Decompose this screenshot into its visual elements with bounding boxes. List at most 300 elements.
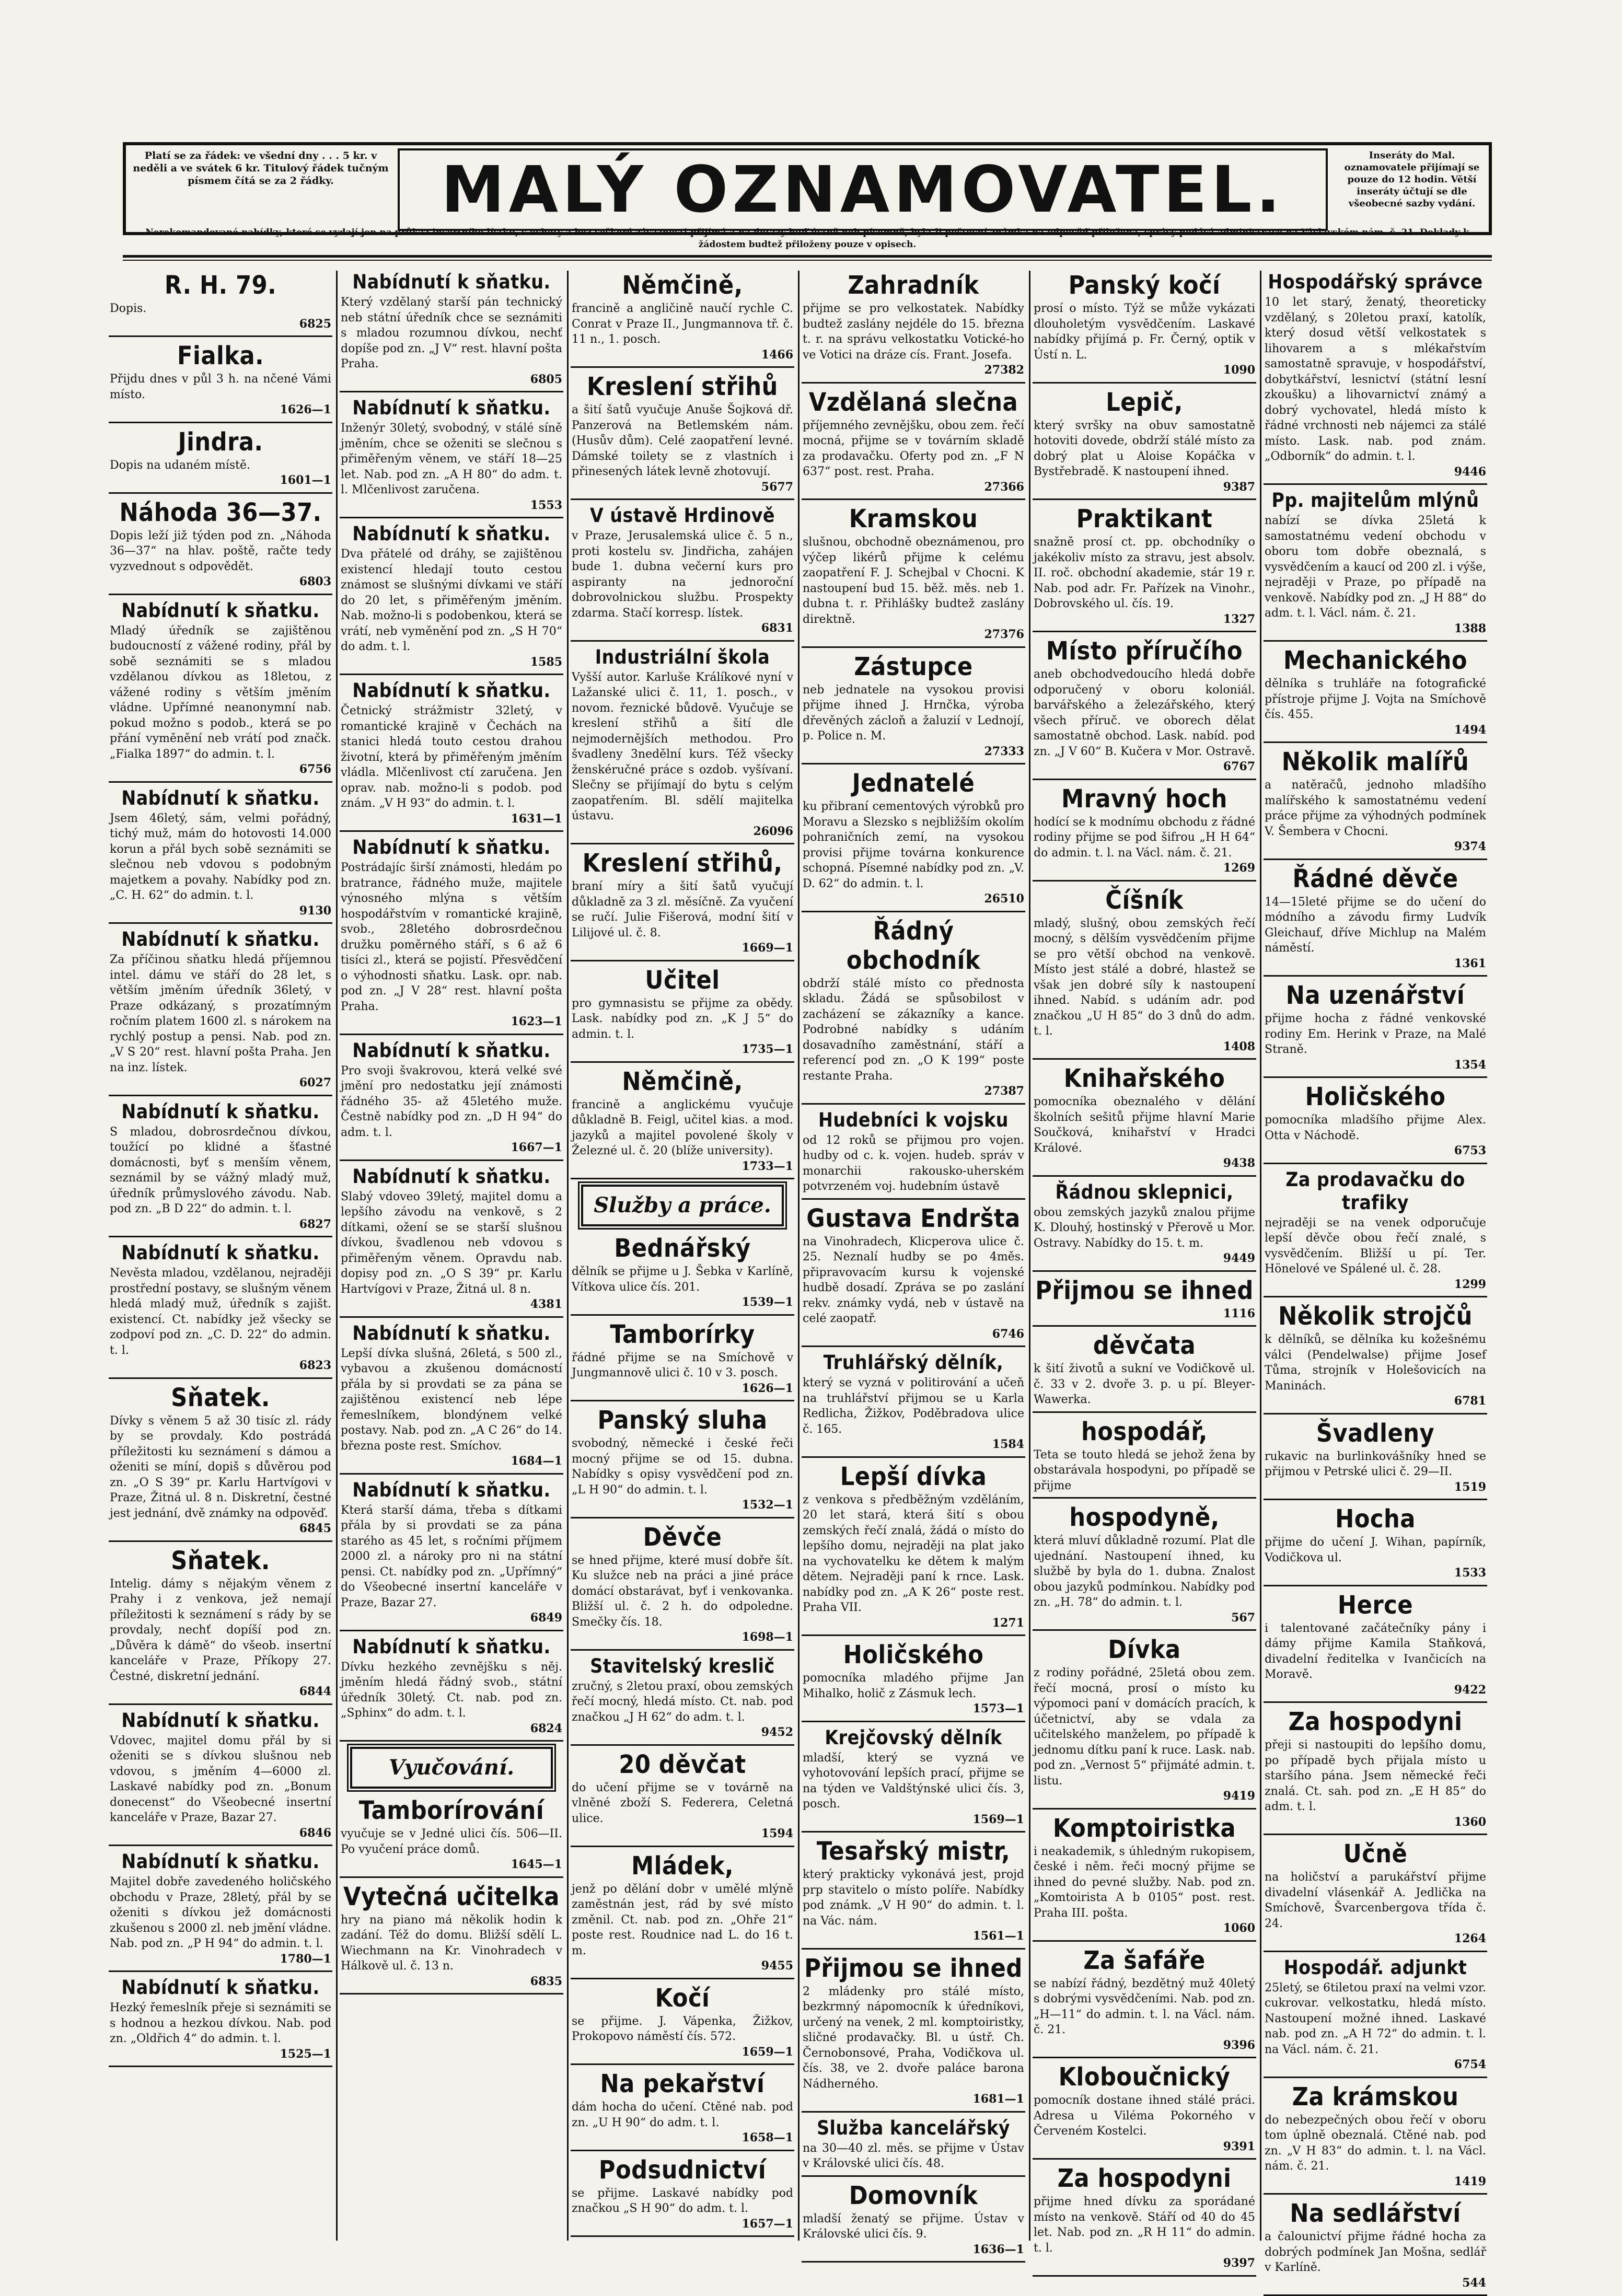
ad-reference-number: 9397 (1223, 2256, 1255, 2270)
ad-body: na Vinohradech, Klicperova ulice č. 25. Neznalí hudby se po 4měs. připravovacím kursu k vojenské hudbě dosadí. Zpráva se po zaslání rekv. známky vydá, neb v ústavě na celé zaopatř. (803, 1235, 1024, 1325)
classified-ad (1264, 981, 1487, 1078)
classified-ad (802, 1462, 1025, 1637)
classified-ad (1264, 1419, 1487, 1501)
ad-reference-number: 1735—1 (742, 1042, 793, 1056)
classified-ad (340, 523, 563, 675)
ad-body: Vdovec, majitel domu přál by si oženiti se s dívkou slušnou neb vdovou, s jměním 4—6000 zl. Laskavé nabídky pod zn. „Bonum donecenst“ do Všeobecné insertní kanceláře v Praze, Bazar 27. (110, 1734, 331, 1824)
ad-headline: Nabídnutí k sňatku. (352, 523, 551, 545)
ad-reference-number: 27387 (984, 1084, 1024, 1098)
ad-body: Lepší dívka slušná, 26letá, s 500 zl., vybavou a zkušenou domácností přála by si provdati se za pána se zajištěnou existencí neb lépe řemeslníkem, blondýnem velké postavy. Nab. pod zn. „A C 26“ do 14. března poste rest. Smíchov. (341, 1347, 562, 1453)
ad-reference-number: 1494 (1454, 723, 1486, 737)
ad-reference-number: 6823 (299, 1359, 331, 1372)
ad-reference-number: 6781 (1454, 1394, 1486, 1408)
classified-ad (802, 769, 1025, 912)
classified-ad (1033, 2062, 1256, 2160)
ad-reference-number: 27382 (984, 363, 1024, 377)
classified-ad (1033, 636, 1256, 780)
ad-headline: Řádné děvče (1292, 864, 1458, 894)
classified-ad (1033, 388, 1256, 501)
ad-body: řádné přijme se na Smíchově v Jungmannově ulici č. 10 v 3. posch. (572, 1351, 793, 1379)
ad-reference-number: 1626—1 (742, 1381, 793, 1395)
ad-headline: Nabídnutí k sňatku. (121, 786, 320, 809)
ad-reference-number: 1360 (1454, 1815, 1486, 1829)
ad-reference-number: 1684—1 (511, 1454, 562, 1468)
classified-ad (571, 1320, 794, 1402)
ad-headline: Přijmou se ihned (1035, 1275, 1254, 1305)
classified-ad (109, 341, 332, 423)
classified-ad (109, 1100, 332, 1238)
ad-reference-number: 9130 (299, 903, 331, 918)
ad-headline: Učitel (645, 965, 720, 995)
ad-reference-number: 1657—1 (742, 2217, 793, 2231)
ad-body: jenž po dělání dobr v umělé mlýně zaměstnán jest, rád by své místo změnil. Ct. nab. pod zn. „Ohře 21“ poste rest. Roudnice nad L. do 16 t. m. (572, 1882, 793, 1957)
classified-ad (109, 271, 332, 337)
classified-ad (1264, 2199, 1487, 2296)
ad-body: přijme hocha z řádné venkovské rodiny Em. Herink v Praze, na Malé Straně. (1265, 1012, 1486, 1056)
ad-headline: Několik malířů (1281, 747, 1469, 776)
ad-reference-number: 9449 (1223, 1251, 1255, 1265)
ad-headline: 20 děvčat (619, 1749, 746, 1779)
ad-body: na holičství a parukářství přijme divadelní vlásenkář A. Jedlička na Smíchově, Švarcenbergova třída č. 24. (1265, 1871, 1486, 1930)
ad-reference-number: 6753 (1454, 1144, 1486, 1157)
ad-body: který svršky na obuv samostatně hotoviti dovede, obdrží stálé místo za dobrý plat u Aloise Kopáčka v Bystřebradě. K nastoupení ihned. (1034, 419, 1255, 478)
ad-headline: hospodyně, (1069, 1503, 1220, 1532)
ad-headline: Vytečná učitelka (343, 1882, 560, 1911)
classified-ad (571, 2155, 794, 2237)
masthead-price-left: Platí se za řádek: ve všední dny . . . 5 kr. v neděli a ve svátek 6 kr. Titulový řádek tučným písmem čítá se za 2 řádky. (133, 150, 389, 187)
ad-headline: Nabídnutí k sňatku. (121, 1242, 320, 1264)
classified-ad (571, 1406, 794, 1518)
ad-headline: Kramskou (849, 504, 978, 534)
classified-ad (109, 1850, 332, 1972)
ad-reference-number: 1525—1 (280, 2047, 331, 2061)
ad-reference-number: 1466 (761, 347, 793, 362)
classified-ad (1264, 1956, 1487, 2078)
classified-ad (1264, 1168, 1487, 1298)
ad-reference-number: 1645—1 (511, 1858, 562, 1871)
ad-headline: Panský kočí (1068, 271, 1221, 300)
ad-body: Četnický strážmistr 32letý, v romantické krajině v Čechách na stanici hledá touto cestou drahou životní, která by přiměřeným jměním vládla. Mlčenlivost ctí zaručena. Jen oprav. nab. možno-li s podob. pod znám. „V H 93“ do admin. t. l. (341, 704, 562, 810)
ad-body: pomocník dostane ihned stálé práci. Adresa u Viléma Pokorného v Červeném Kostelci. (1034, 2094, 1255, 2138)
classified-ad (1033, 2164, 1256, 2277)
ad-reference-number: 1561—1 (972, 1929, 1024, 1943)
ad-body: 14—15leté přijme se do učení do módního a závodu firmy Ludvík Gleichauf, dříve Michlup na Malém náměstí. (1265, 895, 1486, 955)
ad-body: Dopis leží již týden pod zn. „Náhoda 36—37“ na hlav. poště, račte tedy vyzvednout s odpovědět. (110, 529, 331, 573)
ad-reference-number: 544 (1462, 2276, 1486, 2290)
ad-reference-number: 1631—1 (511, 811, 562, 826)
ad-body: Přijdu dnes v půl 3 h. na nčené Vámi místo. (110, 373, 331, 401)
ad-headline: Hospodářský správce (1268, 271, 1483, 293)
ad-reference-number: 1408 (1223, 1039, 1255, 1053)
classified-ad (571, 1655, 794, 1746)
masthead-note: Nerekomandované nabídky, které se vydají jen na průkaz insertního lístku, s ochoty a bez veškeré závaznosti přijímá a na dotazy buď ústně neb písemně, byla-li poštovní známka na odpověď přiložena, správy podává administrace na Václavském nám. č. 21. Doklady k žádostem budtež přiloženy pouze v opisech. (145, 227, 1469, 250)
ad-body: Nevěsta mladou, vzdělanou, nejraději prostřední postavy, se slušným věnem hledá mladý muž, úředník s zajišt. existencí. Ct. nabídky jež všecky se zodpoví pod zn. „C. D. 22“ do admin. t. l. (110, 1267, 331, 1357)
ad-body: k dělníků, se dělníka ku kožešnému válci (Pendelwalse) přijme Josef Tůma, strojník v Holešovicích na Maninách. (1265, 1333, 1486, 1393)
ad-headline: Nabídnutí k sňatku. (352, 1321, 551, 1344)
classified-ad (1264, 864, 1487, 977)
ad-body: mladší, který se vyzná ve vyhotovování lepších prací, přijme se na týden ve Valdštýnské ulici čís. 3, posch. (803, 1751, 1024, 1811)
ad-reference-number: 6844 (299, 1685, 331, 1698)
ad-reference-number: 1553 (530, 498, 562, 512)
classified-ad (1264, 2082, 1487, 2195)
classified-ad (571, 1984, 794, 2066)
classified-ad (802, 2181, 1025, 2263)
ad-headline: Švadleny (1316, 1418, 1435, 1448)
classified-ad (802, 652, 1025, 765)
classified-ad (340, 1882, 563, 1995)
column-divider (567, 271, 569, 2241)
ad-reference-number: 6849 (530, 1611, 562, 1625)
ad-headline: Kreslení střihů (587, 372, 778, 401)
ad-body: Za příčinou sňatku hledá příjemnou intel. dámu ve stáří do 28 let, s větším jměním úředník 36letý, v Praze odkázaný, s prozatímným ročním platem 1600 zl. s nárokem na rychlý postup a pensi. Nab. pod zn. „V S 20“ rest. hlavní pošta Praha. Jen na inz. lístek. (110, 953, 331, 1074)
classified-ad (1264, 1082, 1487, 1164)
ad-headline: Nabídnutí k sňatku. (352, 1635, 551, 1658)
classified-ad (1264, 1504, 1487, 1586)
ad-headline: Holičského (843, 1640, 984, 1669)
ad-headline: Kloboučnický (1058, 2062, 1231, 2092)
ad-body: svobodný, německé i české řeči mocný přijme se od 15. dubna. Nabídky s opisy vysvědčení pod zn. „L H 90“ do admin. t. l. (572, 1437, 793, 1497)
ad-body: ku přibraní cementových výrobků pro Moravu a Slezsko s nejbližším okolím pohraničních zemí, na vysokou provisi přijme továrna konkurence schopná. Písemné nabídky pod zn. „V. D. 62“ do admin. t. l. (803, 800, 1024, 890)
ad-body: Intelig. dámy s nějakým věnem z Prahy i z venkova, jež nemají příležitosti k seznámení s rády by se provdaly, nechť dopíší pod zn. „Důvěra k dámě“ do všeob. insertní kanceláře v Praze, Příkopy 27. Čestné, diskretní jednání. (110, 1577, 331, 1683)
ad-reference-number: 9374 (1454, 840, 1486, 853)
classified-ad (571, 271, 794, 368)
ad-headline: Nabídnutí k sňatku. (352, 271, 551, 293)
ad-reference-number: 9391 (1223, 2139, 1255, 2153)
ad-reference-number: 1573—1 (972, 1702, 1024, 1715)
classified-ad (571, 966, 794, 1063)
classified-ad (802, 1837, 1025, 1950)
masthead-rule-thin (123, 260, 1492, 261)
ad-body: pomocníka mladého přijme Jan Mihalko, holič z Zásmuk lech. (803, 1672, 1024, 1700)
classified-ad (1033, 1503, 1256, 1631)
classified-ad (1264, 747, 1487, 860)
classified-ad (109, 1976, 332, 2067)
ad-body: v Praze, Jerusalemská ulice č. 5 n., proti kostelu sv. Jindřicha, zahájen bude 1. dubna večerní kurs pro aspiranty na jednoroční dobrovolnickou službu. Prospekty zdarma. Stačí korresp. lístek. (572, 529, 793, 620)
classified-ad (1033, 1814, 1256, 1942)
ad-headline: Přijmou se ihned (804, 1953, 1023, 1983)
classified-ad (571, 646, 794, 845)
masthead-title: MALÝ OZNAMOVATEL. (398, 148, 1328, 231)
classified-ad (1033, 1064, 1256, 1177)
ad-reference-number: 9387 (1223, 480, 1255, 494)
ad-headline: Komptoiristka (1052, 1813, 1236, 1843)
ad-reference-number: 6746 (992, 1327, 1024, 1341)
ad-body: Který vzdělaný starší pán technický neb státní úředník chce se seznámiti s mladou rozumnou dívkou, nechť dopíše pod zn. „J V“ rest. hlavní pošta Praha. (341, 296, 562, 370)
ad-body: S mladou, dobrosrdečnou dívkou, toužící po klidné a šťastné domácnosti, byť s menším věnem, seznámil by se vážný mladý muž, úředník průmyslového závodu. Nab. pod zn. „B D 22“ do admin. t. l. (110, 1125, 331, 1215)
ad-reference-number: 1584 (992, 1437, 1024, 1451)
ad-headline: Za prodavačku do trafiky (1285, 1168, 1465, 1214)
ad-body: Hezký řemeslník přeje si seznámiti se s hodnou a hezkou dívkou. Nab. pod zn. „Oldřich 4“ do admin. t. l. (110, 2001, 331, 2045)
classified-ad (340, 1796, 563, 1878)
ad-body: nejraději se na venek odporučuje lepší děvče obou řečí znalé, s vysvědčením. Bližší u pí. Ter. Hönelové ve Spálené ul. č. 28. (1265, 1216, 1486, 1275)
classified-ad (571, 1851, 794, 1979)
ad-column-2 (340, 271, 563, 2241)
ad-body: i neakademik, s úhledným rukopisem, české i něm. řeči mocný přijme se ihned do pevné služby. Nab. pod zn. „Komtoirista A b 0105“ post. rest. Praha III. pošta. (1034, 1845, 1255, 1920)
classified-ad (109, 1709, 332, 1847)
ad-headline: Za krámskou (1292, 2082, 1459, 2112)
ad-headline: Vzdělaná slečna (808, 387, 1018, 417)
ad-reference-number: 6835 (530, 1974, 562, 1988)
ad-body: Která starší dáma, třeba s dítkami přála by si provdati se za pána starého as 45 let, s ročními příjmem 2000 zl. a nároky pro ni na státní pensi. Ct. nabídky pod zn. „Upřímný“ do Všeobecné insertní kanceláře v Praze, Bazar 27. (341, 1503, 562, 1609)
ad-headline: Nabídnutí k sňatku. (352, 1165, 551, 1188)
ad-headline: Nabídnutí k sňatku. (121, 599, 320, 622)
ad-body: mladý, slušný, obou zemských řečí mocný, s dělším vysvědčením přijme se pro větší obchod na venkově. Místo jest stálé a dobré, hlastež se však jen dobré síly k nastoupení ihned. Nabíd. s udáním adr. pod značkou „U H 85“ do 3 dnů do adm. t. l. (1034, 917, 1255, 1038)
ad-headline: děvčata (1093, 1331, 1196, 1360)
classified-ad (802, 1109, 1025, 1200)
ad-reference-number: 1780—1 (280, 1952, 331, 1966)
ad-headline: Bednářský (614, 1234, 751, 1263)
ad-headline: Hospodář. adjunkt (1283, 1956, 1467, 1979)
ad-body: z venkova s předběžným vzděláním, 20 let stará, která šití s obou zemských řečí znalá, žádá o místo do lepšího domu, nejraději na plat jako na vychovatelku ke dětem k malým dětem. Nejraději paní k rnce. Lask. nabídky pod zn. „A K 26“ poste rest. Praha VII. (803, 1493, 1024, 1614)
ad-body: rukavic na burlinkovášníky hned se přijmou v Petrské ulici č. 29—II. (1265, 1450, 1486, 1478)
ad-headline: Domovník (849, 2181, 978, 2210)
ad-headline: Mravný hoch (1061, 784, 1227, 814)
ad-reference-number: 1116 (1223, 1306, 1255, 1320)
classified-ad (571, 2069, 794, 2151)
ad-body: slušnou, obchodně obeznámenou, pro výčep likérů přijme k celému zaopatření F. J. Schejbal v Chocni. K nastoupení bud 15. běž. měs. neb 1. dubna t. r. Přihlášky budtež zaslány direktně. (803, 536, 1024, 626)
classified-ad (802, 917, 1025, 1105)
ad-headline: Jednatelé (852, 769, 975, 798)
ad-body: snažně prosí ct. pp. obchodníky o jakékoliv místo za stravu, jest absolv. II. roč. obchodní akademie, stár 19 r. Nab. pod adr. Fr. Pařízek na Vinohr., Dobrovského ul. čís. 19. (1034, 536, 1255, 610)
ad-reference-number: 1636—1 (972, 2242, 1024, 2256)
ad-reference-number: 1585 (530, 655, 562, 669)
classified-ad (1033, 271, 1256, 384)
classified-ad (1033, 886, 1256, 1060)
ad-body: dělník se přijme u J. Šebka v Karlíně, Vítkova ulice čís. 201. (572, 1265, 793, 1294)
ad-reference-number: 4381 (530, 1297, 562, 1311)
ad-headline: Kreslení střihů, (582, 849, 783, 878)
section-heading-vyucovani: Vyučování. (350, 1747, 553, 1789)
ad-body: který prakticky vykonává jest, projd prp stavitelo o místo políře. Nabídky pod známk. „V H 90“ do admin. t. l. na Vác. nám. (803, 1868, 1024, 1928)
classified-ad (340, 271, 563, 392)
ad-headline: Nabídnutí k sňatku. (121, 928, 320, 950)
classified-ad (1033, 1946, 1256, 2059)
ad-headline: Nabídnutí k sňatku. (121, 1709, 320, 1732)
ad-reference-number: 26096 (753, 824, 793, 838)
ad-body: Pro svoji švakrovou, která velké své jmění pro nedostatku její známosti řádného 35- až 45letého muže. Čestně nabídky pod zn. „D H 94“ do adm. t. l. (341, 1064, 562, 1139)
classified-ad (1033, 1331, 1256, 1413)
ad-reference-number: 1569—1 (972, 1812, 1024, 1826)
ad-headline: Hocha (1335, 1504, 1416, 1534)
classified-ad (109, 787, 332, 924)
ad-body: Slabý vdoveo 39letý, majitel domu a lepšího závodu na venkově, s 2 dítkami, ožení se se starší slušnou dívkou, švadlenou neb vdovou s přiměřeným věnem. Opravdu nab. dopisy pod zn. „O S 39“ pr. Karlu Hartvígovi v Praze, Žitná ul. 8 n. (341, 1190, 562, 1296)
classified-ad (1033, 1635, 1256, 1810)
ad-reference-number: 1299 (1454, 1277, 1486, 1291)
ad-body: Majitel dobře zavedeného holičského obchodu v Praze, 28letý, přál by se oženiti s dívkou jež domácnosti zkušenou s 2000 zl. neb jmění vládne. Nab. pod zn. „P H 94“ do admin. t. l. (110, 1875, 331, 1950)
classified-ad (1033, 504, 1256, 632)
ad-reference-number: 6754 (1454, 2058, 1486, 2071)
classified-ad (340, 836, 563, 1035)
classified-ad (571, 372, 794, 500)
classified-ad (802, 388, 1025, 501)
ad-body: a šití šatů vyučuje Anuše Šojková dř. Panzerová na Betlemském nám. (Husův dům). Celé zaopatření levné. Dámské toilety se z vlastních i přinesených látek levně zhotovují. (572, 403, 793, 478)
ad-reference-number: 1519 (1454, 1480, 1486, 1494)
classified-ad (1033, 1276, 1256, 1327)
ad-headline: Místo příručího (1046, 636, 1243, 666)
ad-headline: Lepič, (1106, 387, 1183, 417)
ad-column-6 (1264, 271, 1487, 2290)
ad-headline: Řádný obchodník (846, 916, 981, 975)
ad-reference-number: 6825 (299, 317, 331, 331)
ad-headline: Na uzenářství (1285, 981, 1465, 1010)
ad-headline: Nabídnutí k sňatku. (121, 1976, 320, 1999)
ad-reference-number: 9446 (1454, 465, 1486, 479)
ad-headline: Herce (1337, 1590, 1414, 1620)
ad-body: i talentované začátečníky pány i dámy přijme Kamila Staňková, divadelní ředitelka v Ivančicích na Moravě. (1265, 1621, 1486, 1681)
classified-ad (109, 599, 332, 783)
ad-column-1 (109, 271, 332, 2241)
ad-body: Inženýr 30letý, svobodný, v stálé síně jměním, chce se oženiti se slečnou s přiměřeným věnem, ve stáří 18—25 let. Nab. pod zn. „A H 80“ do adm. t. l. Mlčenlivost zaručena. (341, 422, 562, 496)
ad-headline: Fialka. (177, 341, 264, 370)
ad-reference-number: 1354 (1454, 1058, 1486, 1072)
ad-body: dám hocha do učení. Ctěné nab. pod zn. „U H 90“ do adm. t. l. (572, 2101, 793, 2129)
classified-ad (109, 427, 332, 494)
ad-reference-number: 6846 (299, 1826, 331, 1840)
ad-headline: Stavitelský kreslič (590, 1654, 775, 1677)
classified-ad (340, 679, 563, 832)
ad-reference-number: 1623—1 (511, 1015, 562, 1028)
ad-headline: Nabídnutí k sňatku. (352, 679, 551, 702)
ad-reference-number: 6827 (299, 1217, 331, 1231)
classified-ad (1033, 784, 1256, 882)
classified-ad (109, 1242, 332, 1379)
ad-body: Mladý úředník se zajištěnou budoucností z vážené rodiny, přál by sobě seznámiti se s mladou vzdělanou dívkou as 18letou, z vážené rodiny s větším jměním vládne. Upřímné neanonymní nab. pokud možno s podob., která se po přání vyměnění neb vrátí pod značk. „Fialka 1897“ do admin. t. l. (110, 624, 331, 761)
classified-ad (340, 1322, 563, 1475)
classified-ad (802, 1204, 1025, 1348)
ad-body: přijme se pro velkostatek. Nabídky budtež zaslány nejdéle do 15. března t. r. na správu velkostatku Votické-ho ve Votici na dráze cís. Frant. Josefa. (803, 302, 1024, 362)
ad-body: z rodiny pořádné, 25letá obou zem. řečí mocná, prosí o místo ku výpomoci paní v domácích pracích, k účetnictví, aby se vdala za učitelského manželem, po případě k jednomu dítku paní k ruce. Lask. nab. pod zn. „Vernost 5“ přijmáté admin. t. listu. (1034, 1666, 1255, 1788)
ad-body: se nabízí řádný, bezdětný muž 40letý s dobrými vysvědčeními. Nab. pod zn. „H—11“ do admin. t. l. na Václ. nám. č. 21. (1034, 1977, 1255, 2036)
ad-headline: Podsudnictví (598, 2155, 767, 2185)
ad-reference-number: 1539—1 (742, 1295, 793, 1309)
ad-reference-number: 1659—1 (742, 2045, 793, 2059)
masthead-price-right: Inseráty do Mal. oznamovatele přijímají se pouze do 12 hodin. Větší inseráty účtují se dle všeobecné sazby vydání. (1344, 150, 1480, 209)
ad-body: francině a angličině naučí rychle C. Conrat v Praze II., Jungmannova tř. č. 11 n., 1. posch. (572, 302, 793, 346)
column-divider (1029, 271, 1030, 2241)
classified-ad (1264, 1839, 1487, 1952)
ad-reference-number: 27366 (984, 480, 1024, 494)
ad-body: nabízí se dívka 25letá k samostatnému vedení obchodu v oboru tom dobře obeznalá, s vysvědčením a kaucí od 200 zl. i výše, nejraději v Praze, po případě na venkově. Nabídky pod zn. „J H 88“ do adm. t. l. Václ. nám. č. 21. (1265, 514, 1486, 620)
masthead-rule (123, 255, 1492, 258)
ad-body: 25letý, se 6tiletou praxí na velmi vzor. cukrovar. velkostatku, hledá místo. Nastoupení možné ihned. Laskavé nab. pod zn. „A H 72“ do admin. t. l. na Václ. nám. č. 21. (1265, 1981, 1486, 2056)
ad-reference-number: 6845 (299, 1522, 331, 1535)
ad-body: prosí o místo. Týž se může vykázati dlouholetým vysvědčením. Laskavé nabídky přijímá p. Fr. Černý, optik v Ústí n. L. (1034, 302, 1255, 362)
ad-reference-number: 6831 (761, 621, 793, 635)
ad-headline: Sňatek. (171, 1546, 270, 1575)
ad-column-4 (802, 271, 1025, 2256)
ad-headline: Nabídnutí k sňatku. (352, 836, 551, 859)
ad-reference-number: 6805 (530, 372, 562, 386)
ad-headline: Za hospodyni (1288, 1707, 1463, 1736)
ad-headline: Hudebníci k vojsku (818, 1108, 1009, 1131)
classified-ad (109, 1546, 332, 1705)
ad-body: Jsem 46letý, sám, velmi pořádný, tichý muž, mám do hotovosti 14.000 korun a přál bych sobě seznámiti se slečnou neb vdovou s podobným majetkem a povahy. Nabídky pod zn. „C. H. 62“ do admin. t. l. (110, 811, 331, 902)
ad-reference-number: 9396 (1223, 2038, 1255, 2052)
ad-reference-number: 1264 (1454, 1932, 1486, 1945)
ad-body: se hned přijme, které musí dobře šít. Ku služce neb na práci a jiné práce domácí obstarávat, byť i venkovanka. Bližší ul. č. 2 h. do odpoledne. Smečky čís. 18. (572, 1553, 793, 1629)
ad-headline: Několik strojčů (1278, 1302, 1473, 1331)
ad-reference-number: 1698—1 (742, 1630, 793, 1644)
classified-ad (109, 498, 332, 595)
ad-reference-number: 1327 (1223, 612, 1255, 626)
ad-reference-number: 27376 (984, 628, 1024, 641)
ad-headline: R. H. 79. (164, 271, 277, 300)
ad-body: Dívky s věnem 5 až 30 tisíc zl. rády by se provdaly. Kdo postrádá příležitosti ku seznámení s dámou a oženiti se míní, dopiš s důvěrou pod zn. „O S 39“ pr. Karlu Hartvígovi v Praze, Žitná ul. 8 n. Diskretní, čestné jest jednání, dvě známky na odpověď. (110, 1414, 331, 1520)
ad-body: francině a anglickému vyučuje důkladně B. Feigl, učitel kias. a mod. jazyků a majitel povolené školy v Železné ul. č. 20 (blíže university). (572, 1098, 793, 1157)
ad-body: neb jednatele na vysokou provisi přijme ihned J. Hrnčka, výroba dřevěných zácloň a žaluzií v Lednojí, p. Police n. M. (803, 683, 1024, 743)
ad-body: 10 let starý, ženatý, theoreticky vzdělaný, s 20letou praxí, katolík, který dosud větší velkostatek s lihovarem a s mlékařstvím samostatně spravuje, v hospodářství, dobytkářství, lesnictví (státní lesní zkoušku) a lihovarnictví známý a dobrý vychovatel, hledá místo k řádné vrchnosti neb nájemci za stálé místo. Lask. nab. pod znám. „Odborník“ do admin. t. l. (1265, 296, 1486, 463)
ad-headline: hospodář, (1081, 1417, 1208, 1446)
ad-headline: Služba kancelářský (817, 2116, 1010, 2139)
classified-ad (1264, 271, 1487, 485)
ad-body: 2 mládenky pro stálé místo, bezkrmný nápomocník k úředníkovi, určený na venek, 2 ml. komptoiristky, sličné prodavačky. Bl. u ústř. Ch. Černobonsové, Praha, Vodičkova ul. čís. 38, ve 2. dvoře paláce barona Nádherného. (803, 1985, 1024, 2091)
ad-reference-number: 1060 (1223, 1921, 1255, 1935)
section-heading-sluzby: Služby a práce. (581, 1185, 784, 1226)
ad-headline: Praktikant (1076, 504, 1213, 534)
ad-headline: Holičského (1305, 1082, 1446, 1111)
ad-headline: Krejčovský dělník (825, 1726, 1002, 1749)
ad-reference-number: 567 (1231, 1610, 1255, 1625)
classified-ad (340, 397, 563, 518)
ad-body: Dopis. (110, 302, 147, 315)
ad-headline: Na sedlářství (1290, 2199, 1461, 2228)
ad-body: a čalounictví přijme řádné hocha za dobrých podmínek Jan Mošna, sedlář v Karlíně. (1265, 2230, 1486, 2274)
ad-reference-number: 1733—1 (742, 1159, 793, 1173)
classified-ad (1264, 1707, 1487, 1835)
ad-headline: Tamborírování (358, 1796, 544, 1825)
ad-reference-number: 1532—1 (742, 1498, 793, 1512)
ad-reference-number: 9422 (1454, 1683, 1486, 1697)
ad-reference-number: 26510 (984, 892, 1024, 906)
ad-reference-number: 1361 (1454, 956, 1486, 970)
ad-body: na 30—40 zl. měs. se přijme v Ústav v Královské ulici čís. 48. (803, 2141, 1024, 2170)
ad-headline: Nabídnutí k sňatku. (352, 1478, 551, 1501)
ad-headline: Za šafáře (1083, 1945, 1206, 1975)
classified-ad (1033, 1417, 1256, 1499)
ad-body: příjemného zevnějšku, obou zem. řečí mocná, přijme se v továrním skladě za prodavačku. Oferty pod zn. „F N 637“ post. rest. Praha. (803, 419, 1024, 478)
classified-ad (340, 1636, 563, 1742)
ad-headline: Truhlářský dělník, (823, 1351, 1004, 1374)
ad-headline: Panský sluha (597, 1406, 768, 1435)
ad-headline: Lepší dívka (840, 1462, 987, 1491)
classified-ad (571, 1234, 794, 1316)
ad-body: mladší ženatý se přijme. Ústav v Královské ulici čís. 9. (803, 2212, 1024, 2241)
classified-ad (1264, 489, 1487, 642)
ad-reference-number: 1658—1 (742, 2131, 793, 2144)
ad-body: hodící se k modnímu obchodu z řádné rodiny přijme se pod šifrou „H H 64“ do admin. t. l. na Václ. nám. č. 21. (1034, 815, 1255, 860)
ad-reference-number: 1269 (1223, 861, 1255, 875)
ad-headline: Mládek, (631, 1851, 734, 1881)
ad-headline: Němčině, (622, 271, 743, 300)
ad-headline: Tesařský mistr, (816, 1837, 1011, 1866)
ad-body: dělníka s truhláře na fotografické přístroje přijme J. Vojta na Smíchově čís. 455. (1265, 677, 1486, 721)
ad-reference-number: 1594 (761, 1827, 793, 1840)
ad-reference-number: 6756 (299, 762, 331, 776)
classified-ad (802, 1954, 1025, 2113)
ad-headline: Nabídnutí k sňatku. (352, 1039, 551, 1062)
classified-ad (802, 271, 1025, 384)
ad-headline: Němčině, (622, 1066, 743, 1096)
ad-headline: Za hospodyni (1057, 2164, 1232, 2193)
ad-body: který se vyzná v politirování a učeň na truhlářství přijmou se u Karla Redlicha, Žižkov, Poděbradova ulice č. 165. (803, 1376, 1024, 1436)
classified-ad (340, 1039, 563, 1161)
ad-column-3 (571, 271, 794, 2241)
classified-ad (802, 1726, 1025, 1833)
ad-reference-number: 27333 (984, 744, 1024, 758)
ad-body: pro gymnasistu se přijme za obědy. Lask. nabídky pod zn. „K J 5“ do admin. t. l. (572, 996, 793, 1041)
ad-body: se přijme. Laskavé nabídky pod značkou „S H 90“ do adm. t. l. (572, 2186, 793, 2215)
ad-body: Teta se touto hledá se jehož žena by obstarávala hospodyni, po případě se přijme (1034, 1448, 1255, 1492)
